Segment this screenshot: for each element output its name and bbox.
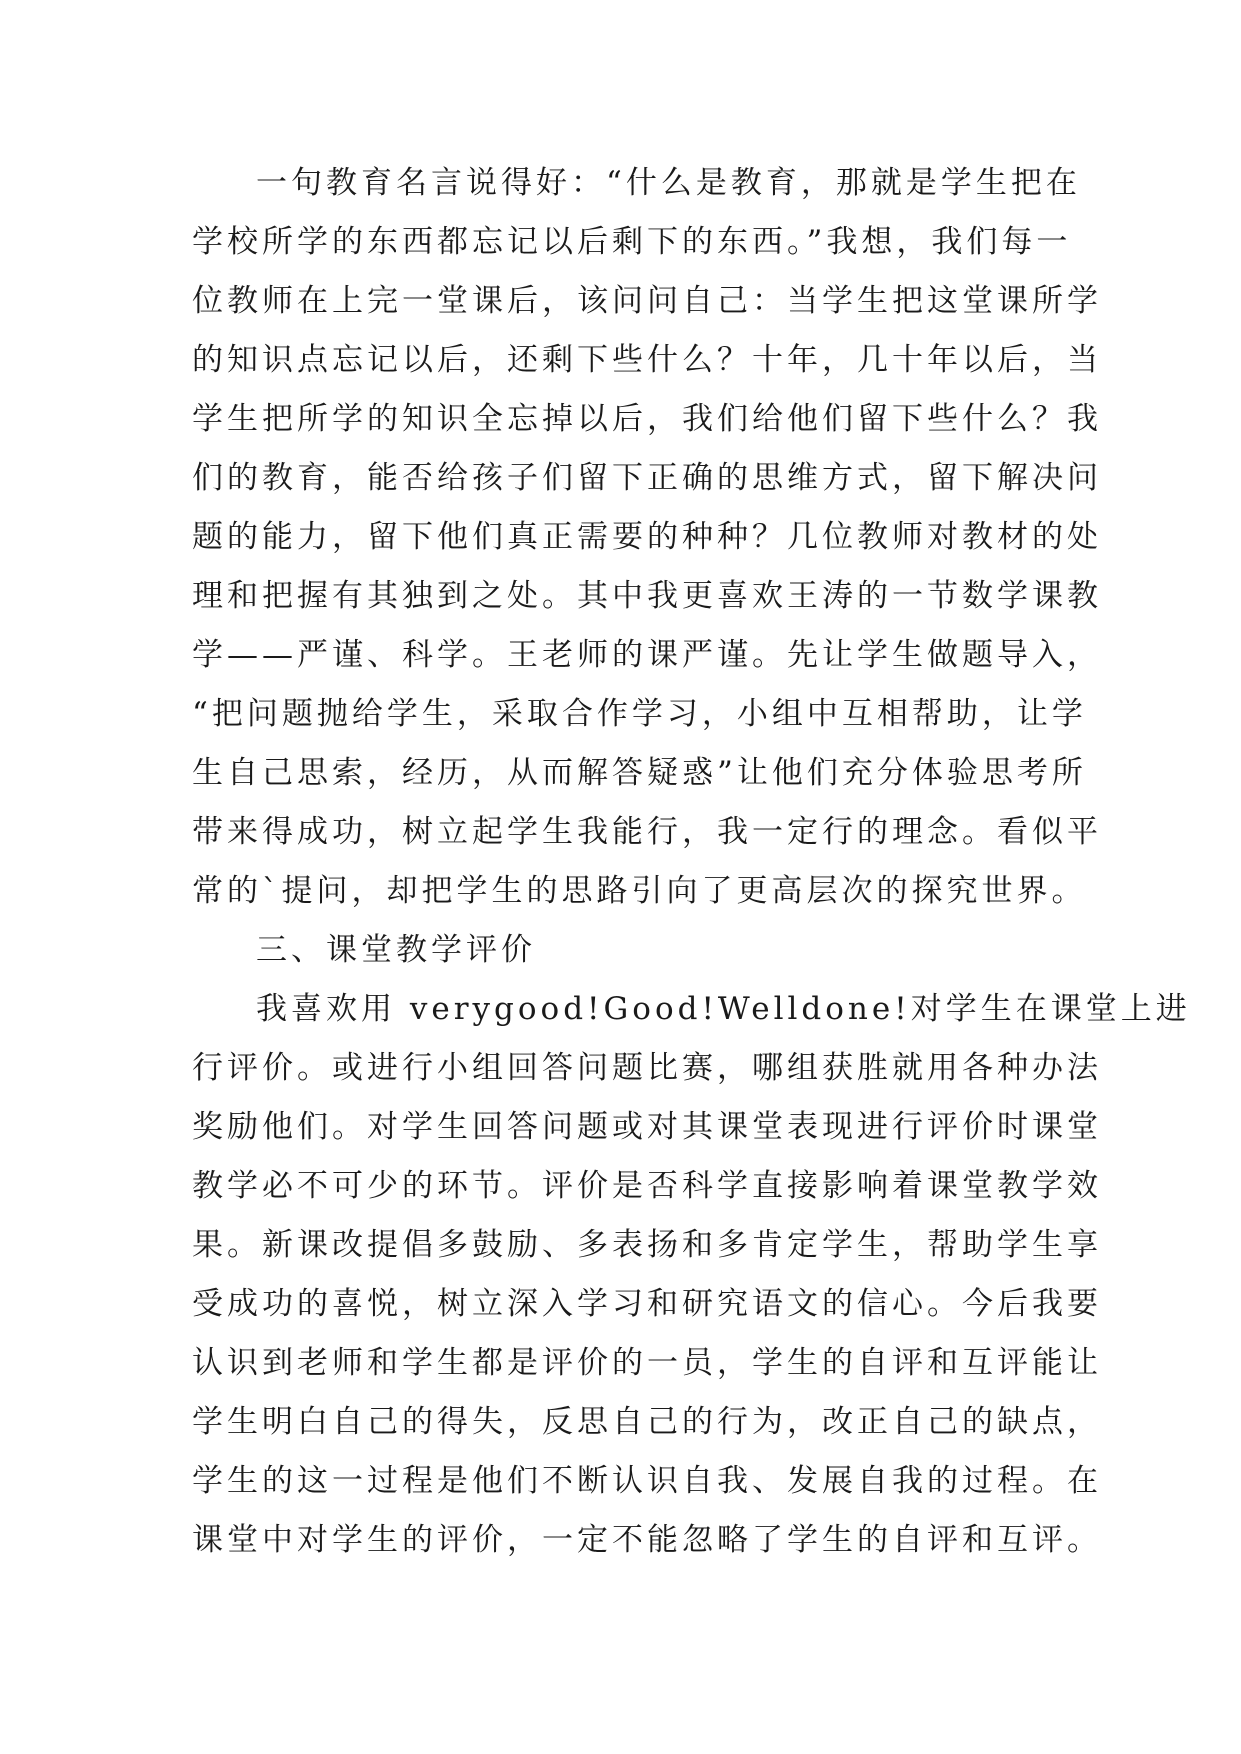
paragraph-line: 学生明白自己的得失，反思自己的行为，改正自己的缺点，	[192, 1404, 1102, 1440]
paragraph-line: 行评价。或进行小组回答问题比赛，哪组获胜就用各种办法	[192, 1050, 1102, 1086]
section-heading: 三、课堂教学评价	[256, 932, 536, 968]
paragraph-line: 题的能力，留下他们真正需要的种种？几位教师对教材的处	[192, 519, 1102, 555]
paragraph-line: 学生把所学的知识全忘掉以后，我们给他们留下些什么？我	[192, 401, 1102, 437]
paragraph-line: 我喜欢用 verygood!Good!Welldone!对学生在课堂上进	[256, 991, 1191, 1027]
paragraph-line: 课堂中对学生的评价，一定不能忽略了学生的自评和互评。	[192, 1522, 1102, 1558]
paragraph-line: 学——严谨、科学。王老师的课严谨。先让学生做题导入，	[192, 637, 1102, 673]
paragraph-line: 常的`提问，却把学生的思路引向了更高层次的探究世界。	[192, 873, 1087, 909]
paragraph-line: 学生的这一过程是他们不断认识自我、发展自我的过程。在	[192, 1463, 1102, 1499]
paragraph-line: 果。新课改提倡多鼓励、多表扬和多肯定学生，帮助学生享	[192, 1227, 1102, 1263]
paragraph-line: 理和把握有其独到之处。其中我更喜欢王涛的一节数学课教	[192, 578, 1102, 614]
paragraph-line: 一句教育名言说得好：“什么是教育，那就是学生把在	[256, 165, 1081, 201]
paragraph-line: 受成功的喜悦，树立深入学习和研究语文的信心。今后我要	[192, 1286, 1102, 1322]
paragraph-line: 的知识点忘记以后，还剩下些什么？十年，几十年以后，当	[192, 342, 1102, 378]
body-text	[192, 154, 1191, 1570]
paragraph-line: 位教师在上完一堂课后，该问问自己：当学生把这堂课所学	[192, 283, 1102, 319]
paragraph-line: 教学必不可少的环节。评价是否科学直接影响着课堂教学效	[192, 1168, 1102, 1204]
paragraph-line: 认识到老师和学生都是评价的一员，学生的自评和互评能让	[192, 1345, 1102, 1381]
paragraph-line: 带来得成功，树立起学生我能行，我一定行的理念。看似平	[192, 814, 1102, 850]
paragraph-line: 生自己思索，经历，从而解答疑惑”让他们充分体验思考所	[192, 755, 1087, 791]
paragraph-line: “把问题抛给学生，采取合作学习，小组中互相帮助，让学	[192, 696, 1087, 732]
paragraph-line: 奖励他们。对学生回答问题或对其课堂表现进行评价时课堂	[192, 1109, 1102, 1145]
paragraph-line: 们的教育，能否给孩子们留下正确的思维方式，留下解决问	[192, 460, 1102, 496]
paragraph-line: 学校所学的东西都忘记以后剩下的东西。”我想，我们每一	[192, 224, 1072, 260]
